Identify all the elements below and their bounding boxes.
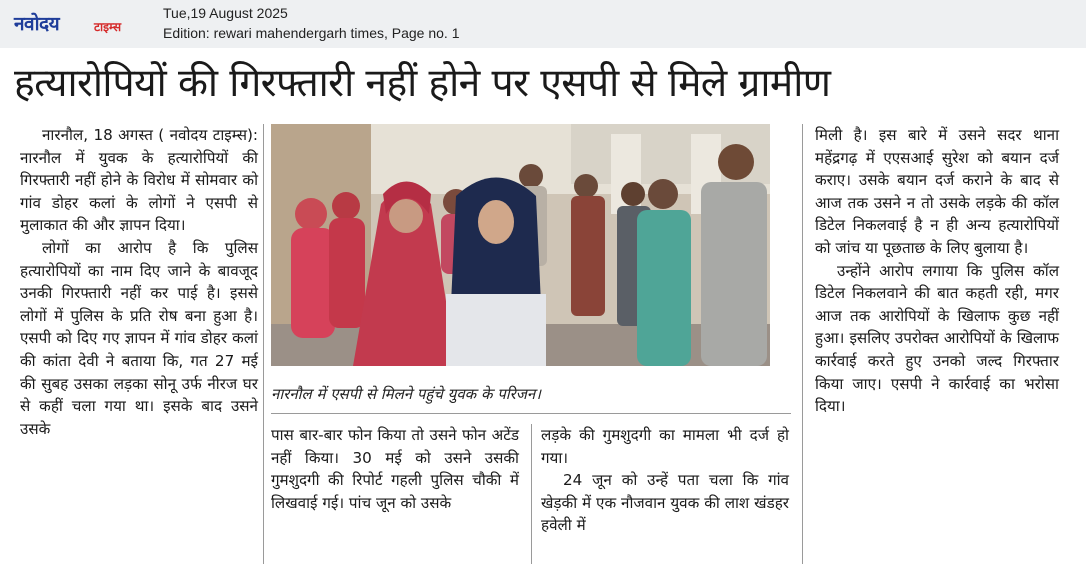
news-photo [271,124,770,366]
edition-info: Edition: rewari mahendergarh times, Page no. 1 [163,25,460,41]
group-photo-illustration [271,124,770,366]
logo-main-text: नवोदय [14,13,60,35]
column-1-paragraph-2: लोगों का आरोप है कि पुलिस हत्यारोपियों का नाम दिए जाने के बावजूद उनकी गिरफ्तारी नहीं कर पाई है। इससे लोगों में पुलिस के प्रति रोष बना हुआ है। एसपी को दिए गए ज्ञापन में गांव डोहर कलां की कांता देवी ने बताया कि, गत 27 मई की सुबह उसका लड़का सोनू उर्फ नीरज घर से कहीं चला गया था। इसके बाद उसने उसके [20,238,258,438]
issue-date: Tue,19 August 2025 [163,5,288,21]
column-1-paragraph-1: नारनौल, 18 अगस्त ( नवोदय टाइम्स): नारनौल में युवक के हत्यारोपियों की गिरफ्तारी नहीं होने के विरोध में सोमवार को गांव डोहर कलां के लोगों ने एसपी से मुलाकात की और ज्ञापन दिया। [20,126,258,235]
column-4-paragraph-2: उन्होंने आरोप लगाया कि पुलिस कॉल डिटेल निकलवाने की बात कहती रही, मगर आज तक आरोपियों के खिलाफ कुछ नहीं हुआ। इसलिए उपरोक्त आरोपियों के खिलाफ कार्रवाई करते हुए उनको जल्द गिरफ्तार किया जाए। एसपी ने कार्रवाई का भरोसा दिया। [815,261,1059,416]
article-column-3 [541,424,789,537]
article-column-1 [20,124,258,440]
column-divider [263,124,264,564]
column-3-paragraph-2: 24 जून को उन्हें पता चला कि गांव खेड़की में एक नौजवान युवक की लाश खंडहर हवेली में [541,471,789,535]
caption-divider [271,413,791,414]
column-2-paragraph-1: पास बार-बार फोन किया तो उसने फोन अटेंड नहीं किया। 30 मई को उसने उसकी गुमशुदगी की रिपोर्ट गहली पुलिस चौकी में लिखवाई गई। पांच जून को उसके [271,426,519,512]
column-divider [531,424,532,564]
photo-caption: नारनौल में एसपी से मिलने पहुंचे युवक के परिजन। [271,385,541,403]
article-headline: हत्यारोपियों की गिरफ्तारी नहीं होने पर एसपी से मिले ग्रामीण [14,61,831,106]
logo-sub-text: टाइम्स [94,20,122,34]
article-column-4 [815,124,1059,418]
column-3-paragraph-1: लड़के की गुमशुदगी का मामला भी दर्ज हो गया। [541,426,789,467]
top-bar [0,0,1086,48]
article-column-2 [271,424,519,514]
column-4-paragraph-1: मिली है। इस बारे में उसने सदर थाना महेंद्रगढ़ में एएसआई सुरेश को बयान दर्ज कराए। उसके बयान दर्ज कराने के बाद से आज तक उसने न तो उसके लड़के की कॉल डिटेल निकलवाई है न ही अन्य हत्यारोपियों को जांच या पूछताछ के लिए बुलाया है। [815,126,1059,257]
column-divider [802,124,803,564]
newspaper-logo[interactable] [10,8,138,38]
